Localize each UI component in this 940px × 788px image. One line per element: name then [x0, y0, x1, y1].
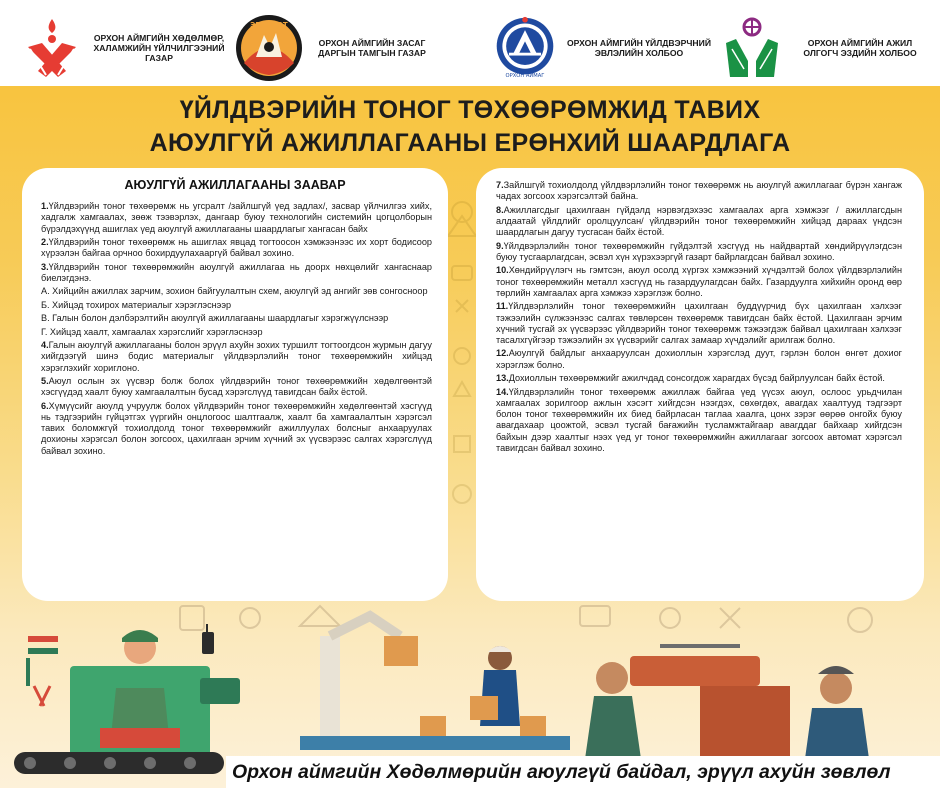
- warning-icon: [300, 606, 340, 626]
- rule-number: 5.: [41, 376, 49, 386]
- org-trade-union: [492, 10, 714, 86]
- rule-3: [41, 262, 432, 285]
- fire-extinguisher-icon: [454, 436, 470, 452]
- org-name-governor-office: ОРХОН АЙМГИЙН ЗАСАГ ДАРГЫН ТАМГЫН ГАЗАР: [318, 38, 426, 58]
- footer-text: Орхон аймгийн Хөдөлмөрийн аюулгүй байдал, эрүүл ахуйн зөвлөл: [232, 761, 891, 783]
- rule-2: [41, 237, 432, 260]
- rule-number: 10.: [496, 265, 509, 276]
- rule-number: 8.: [496, 204, 504, 215]
- helmet-icon: [848, 608, 872, 632]
- worker-middle: [470, 646, 520, 726]
- rule-number: 3.: [41, 261, 49, 272]
- hazard-icon: [454, 382, 470, 396]
- rule-text: Дохиоллын төхөөрөмжийг ажилчдад сонсогдож харагдах бүсэд байрлуулсан байх ёстой.: [508, 373, 885, 384]
- rule-7: [496, 180, 902, 203]
- rule-text: Хүмүүсийг аюулд учруулж болох үйлдвэрийн тоног төхөөрөмжийн хөдөлгөөнтэй хэсгүүд нь тэдгээрийн гүйцэтгэх үүргийн онцлогоос шалтгаалж, хаалт ба хамгаалалтын хэрэгсэл тавих боломжгүй тохиолдолд тоног төхөөрөмжийг ажиллуулах болсныг анхааруулах дохионы хэрэгсэл болон зогсоох, цахилгаан эрчим хүчний эх үүсвэрээс салгах хэрэгслүүд байвал зохино.: [41, 400, 432, 456]
- right-panel: [476, 168, 924, 601]
- rule-text: Үйлдвэрлэлийн тоног төхөөрөмжийн цахилгаан буддүүрчид бүх цахилгаан хэлхээг тэжээлийн сүлжээнээс салгах төвлөрсөн төхөөрөмж тавигдсан байх ёстой. Цахилгаан эрчим хүчний тусгай эх үүсвэрээс үйлдвэрийн тоног төхөөрөмж тэжээгдэж байвал цахилгаан хэлхээг тасалхгүйгээр тэжээлийн эх үүсвэрийг салгах замаар хүчдэлийг арилгаж болно.: [496, 301, 902, 345]
- helmet-icon: [453, 485, 471, 503]
- left-panel-heading: АЮУЛГҮЙ АЖИЛЛАГААНЫ ЗААВАР: [124, 178, 346, 192]
- rule-number: 7.: [496, 180, 504, 190]
- rule-text: Үйлдвэрийн тоног төхөөрөмжийн аюулгүй ажиллагаа нь доорх нөхцөлийг хангаснаар биелэгдэнэ.: [41, 261, 432, 283]
- rule-text: Б. Хийцэд тохирох материалыг хэрэглэснээр: [41, 299, 232, 310]
- toolbox: [200, 678, 240, 704]
- governor-office-seal-icon: [234, 13, 304, 83]
- rule-1: [41, 201, 432, 235]
- rule-text: А. Хийцийн ажиллах зарчим, зохион байгуулалтын схем, аюулгүй эд ангийг зөв сонгосноор: [41, 286, 428, 297]
- org-employers-association: [722, 10, 930, 86]
- left-rules-list: [22, 201, 448, 457]
- rule-14: [496, 387, 902, 455]
- machine-right: [630, 646, 790, 756]
- toolbox-icon: [452, 266, 472, 280]
- trade-union-logo-icon: [492, 13, 558, 83]
- worker-left: [70, 630, 210, 756]
- rule-text: Үйлдвэрийн тоног төхөөрөмж нь ашиглах явцад тогтоосон хэмжээнээс их хорт бодисоор хүрээлэн байгаа орчноо бохирдуулахааргүй байвал зохино.: [41, 236, 432, 259]
- rule-8: [496, 205, 902, 239]
- robot-arm: [320, 616, 418, 746]
- rule-10: [496, 265, 902, 299]
- rule-3-a: [41, 286, 432, 297]
- rule-text: Аюулгүй байдлыг анхааруулсан дохиоллын хэрэгслэд дуут, гэрлэн болон өнгөт дохиог хэрэглэж болно.: [496, 348, 902, 370]
- employers-association-logo-icon: [722, 13, 782, 83]
- rule-number: 6.: [41, 400, 49, 411]
- left-panel: [22, 168, 448, 601]
- rule-6: [41, 401, 432, 457]
- org-name-labor-welfare: ОРХОН АЙМГИЙН ХӨДӨЛМӨР, ХАЛАМЖИЙН ҮЙЛЧИЛГЭЭНИЙ ГАЗАР: [93, 33, 225, 63]
- title-line-1: ҮЙЛДВЭРИЙН ТОНОГ ТӨХӨӨРӨМЖИД ТАВИХ: [179, 96, 761, 124]
- rule-text: В. Галын болон дэлбэрэлтийн аюулгүй ажиллагааны шаардлагыг хэрэгжүүлснээр: [41, 313, 389, 324]
- rule-text: Зайлшгүй тохиолдолд үйлдвэрлэлийн тоног төхөөрөмж нь аюулгүй ажиллагааг бүрэн хангаж чадах зогсоох хэрэгсэлтэй байна.: [496, 180, 902, 202]
- org-name-trade-union: ОРХОН АЙМГИЙН ҮЙЛДВЭРЧНИЙ ЭВЛЭЛИЙН ХОЛБОО: [567, 38, 711, 58]
- rule-text: Аюул ослын эх үүсвэр болж болох үйлдвэрийн тоног төхөөрөмжийн хөдөлгөөнтэй хэсгүүдэд хаалт буюу хамгаалалтын бусад хэрэгслүүд тавигдсан байх ёстой.: [41, 376, 432, 398]
- rule-3-b: [41, 300, 432, 311]
- right-rules-list: [476, 168, 924, 454]
- poster-title: [0, 94, 940, 160]
- rule-4: [41, 340, 432, 374]
- org-name-employers-association: ОРХОН АЙМГИЙН АЖИЛ ОЛГОГЧ ЭЗДИЙН ХОЛБОО: [803, 38, 917, 58]
- header: [0, 0, 940, 92]
- rule-3-g: [41, 327, 432, 338]
- tools-icon: [720, 608, 740, 628]
- rule-5: [41, 376, 432, 399]
- rule-text: Хөндийрүүлэгч нь гэмтсэн, аюул осолд хүргэх хэмжээний хүчдэлтэй болох үйлдвэрлэлийн тоног төхөөрөмжийн металл хэсгүүд нь газардуулагдсан байх. Газардуулга хийхийн оронд өөр төрлийн хамгаалах арга хэмжээ хэрэглэж болно.: [496, 265, 902, 298]
- org-governor-office: [234, 10, 432, 86]
- rule-text: Үйлдвэрлэлийн тоног төхөөрөмжийн гүйдэлтэй хэсгүүд нь найдвартай хөндийрүүлэгдсэн буюу тусгаарлагдсан, эсвэл хүн хүрэхээргүй газарт байрлагдсан байвал зохино.: [496, 240, 902, 262]
- clipboard-icon: [580, 606, 610, 626]
- rule-number: 14.: [496, 386, 509, 397]
- rule-11: [496, 301, 902, 346]
- rule-text: Галын аюулгүй ажиллагааны болон эрүүл ахуйн зохих туршилт тогтоогдсон журмын дагуу хийгдээгүй шинэ бодис материалыг үйлдвэрлэлийн тоног төхөөрөмжийн хийцэд хэрэглэхийг хориглоно.: [41, 340, 432, 373]
- title-line-2: АЮУЛГҮЙ АЖИЛЛАГААНЫ ЕРӨНХИЙ ШААРДЛАГА: [149, 129, 791, 157]
- rule-3-v: [41, 313, 432, 324]
- rule-text: Ажиллагсдыг цахилгаан гүйдэлд нэрвэгдэхээс хамгаалах арга хэмжээг / ажиллагсдын алдаатай үйлдлийг оролцуулсан/ үйлдвэрийн тоног төхөөрөмжийн хийцэд дараах үндсэн шаардлагын дагуу тусгасан байх ёстой.: [496, 204, 902, 238]
- rule-number: 12.: [496, 348, 509, 359]
- rule-text: Үйлдвэрлэлийн тоног төхөөрөмж ажиллаж байгаа үед үүсэх аюул, ослоос урьдчилан хамгаалах зорилгоор ажлын хэсэгт хийгдсэн нээгдэх, сөхөгдөх, авагдах хаалтууд тэдгээрт болон тоног төхөөрөмжийн их биед байрласан таглаа хаалга, цонх зэрэг өөрөө онгойх буюу авагдахаар цоожтой, эсвэл тусгай бағажийн тусламжтайгаар авагддаг байхаар хийгдсэн байхын дээр хаалтыг нээх үед уг тоног төхөөрөмжийн ажиллагааг зогсоох автомат хэрэгсэл тавигдсан байвал зохино.: [496, 386, 902, 453]
- tool-rack: [26, 636, 58, 706]
- document-icon: [180, 606, 204, 630]
- bolt-icon: [454, 348, 470, 364]
- rule-text: Үйлдвэрийн тоног төхөөрөмж нь угсралт /зайлшгүй үед задлах/, засвар үйлчилгээ хийх, хадгалж хамгаалах, зөөж тээвэрлэх, дангаар буюу технологийн системийн цогцолборын бүрэлдэхүүнд ашиглах үед аюулгүй ажиллагааны шаардлагыг хангасан байх: [41, 201, 432, 234]
- rule-13: [496, 373, 902, 384]
- conveyor-belt-middle: [300, 716, 570, 750]
- background-icons: [180, 606, 872, 632]
- settings-icon: [660, 608, 680, 628]
- rule-number: 9.: [496, 240, 504, 251]
- gear-icon: [240, 608, 260, 628]
- labor-welfare-logo-icon: [22, 13, 82, 83]
- cross-icon: [456, 300, 468, 312]
- worker-right-2: [804, 666, 870, 766]
- rule-number: 13.: [496, 373, 509, 384]
- org-labor-welfare: [22, 10, 234, 86]
- seal-text-erdenet: ЭРДЭНЭТ: [250, 21, 288, 29]
- gear-icon: [452, 202, 472, 222]
- rule-number: 2.: [41, 236, 49, 247]
- seal-text-orkhon: ОРХОН АЙМАГ: [505, 73, 545, 80]
- rule-text: Г. Хийцэд хаалт, хамгаалах хэрэгслийг хэрэглэснээр: [41, 326, 263, 337]
- rule-number: 11.: [496, 301, 509, 312]
- rule-number: 4.: [41, 340, 49, 351]
- conveyor-belt-left: [14, 752, 224, 774]
- warning-icon: [448, 216, 476, 236]
- rule-12: [496, 348, 902, 371]
- rule-9: [496, 241, 902, 264]
- rule-number: 1.: [41, 201, 49, 211]
